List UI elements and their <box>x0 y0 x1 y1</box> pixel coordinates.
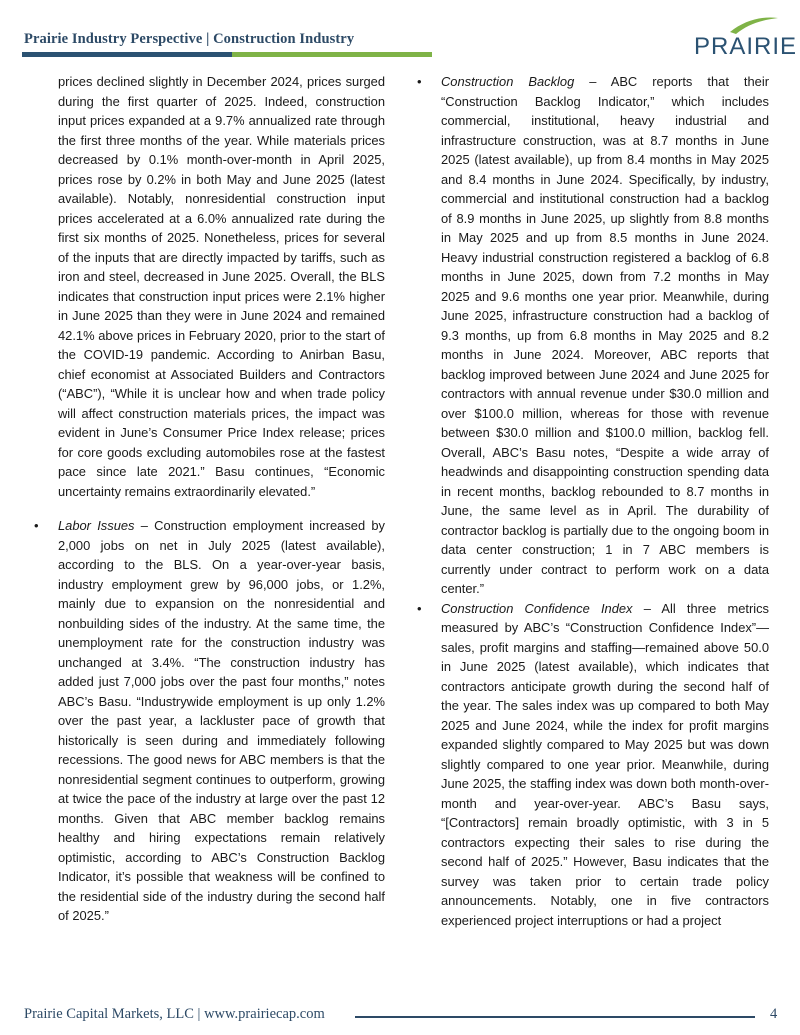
header-rule-green <box>232 52 432 57</box>
backlog-item <box>441 72 769 599</box>
logo-text: PRAIRIE <box>694 33 798 60</box>
backlog-body: – ABC reports that their “Construction Backlog Indicator,” which includes commercial, institutional, heavy industrial and infrastructure construction, was at 8.7 months in June 2025 (latest available), up from 8.4 months in May 2025 and 8.4 months in June 2024. Specifically, by industry, commercial and institutional construction had a backlog of 8.9 months in June 2025, up slightly from 8.8 months in May 2025 and up from 8.5 months in June 2024. Heavy industrial construction registered a backlog of 6.8 months in June 2025, down from 7.2 months in May 2025 and 9.6 months one year prior. Meanwhile, during June 2025, infrastructure construction had a backlog of 9.3 months, up from 6.8 months in May 2025 and 8.2 months in June 2024. Moreover, ABC reports that backlog improved between June 2024 and June 2025 for contractors with annual revenue under $30.0 million and over $100.0 million, whereas for those with revenue between $30.0 million and $100.0 million, backlog fell. Overall, ABC’s Basu notes, “Despite a wide array of headwinds and disappointing construction spending data in recent months, backlog rebounded to 8.7 months in June, the same level as in April. The durability of contractor backlog is partially due to the ongoing boom in data center construction; 1 in 7 ABC members is currently under contract to perform work on a data center.” <box>441 74 769 596</box>
header-title: Prairie Industry Perspective | Construction Industry <box>24 31 355 47</box>
labor-issues-item <box>58 516 385 926</box>
confidence-lead: Construction Confidence Index <box>441 600 633 616</box>
right-column <box>441 72 769 930</box>
labor-issues-lead: Labor Issues <box>58 518 135 533</box>
footer-text: Prairie Capital Markets, LLC | www.prairiecap.com <box>24 1006 325 1022</box>
backlog-lead: Construction Backlog <box>441 74 575 89</box>
confidence-body: – All three metrics measured by ABC’s “Construction Confidence Index”—sales, profit margins and staffing—remained above 50.0 in June 2025 (latest available), which indicates that contractors anticipate growth during the second half of the year. The sales index was up compared to both May 2025 and June 2024, while the index for profit margins expanded slightly compared to May 2025 but was down slightly compared to one year prior. Meanwhile, during June 2025, the staffing index was down both month-over-month and year-over-year. ABC’s Basu says, “[Contractors] remain broadly optimistic, with 3 in 5 contractors expecting their sales to rise during the second half of 2025.” However, Basu indicates that the survey was taken prior to certain trade policy announcements. Notably, one in five contractors experienced project interruptions or had a project <box>441 600 770 928</box>
footer-rule <box>355 1016 755 1018</box>
labor-issues-body: – Construction employment increased by 2,000 jobs on net in July 2025 (latest available), according to the BLS. On a year-over-year basis, industry employment grew by 96,000 jobs, or 1.2%, mainly due to expansion on the nonresidential and nonbuilding sides of the industry. At the same time, the unemployment rate for the construction industry was unchanged at 3.4%. “The construction industry has added just 7,000 jobs over the past four months,” notes ABC’s Basu. “Industrywide employment is up only 1.2% over the past year, a lackluster pace of growth that historically is seen during and immediately following recessions. The good news for ABC members is that the nonresidential segment continues to outperform, growing at twice the pace of the industry at large over the past 12 months. Given that ABC member backlog remains healthy and hiring expectations remain relatively optimistic, according to ABC’s Construction Backlog Indicator, it’s possible that weakness will be confined to the residential side of the industry during the second half of 2025.” <box>58 518 385 923</box>
confidence-item <box>441 599 769 931</box>
page-number: 4 <box>770 1006 778 1022</box>
intro-paragraph: prices declined slightly in December 2024, prices surged during the first quarter of 2025. Indeed, construction input prices expanded at a 9.7% annualized rate through the first three months of the year. While materials prices decreased by 0.1% month-over-month in April 2025, prices rose by 0.2% in both May and June 2025 (latest available). Notably, nonresidential construction input prices accelerated at a 6.0% annualized rate during the first six months of 2025. Nonetheless, prices for several of the inputs that are directly impacted by tariffs, such as iron and steel, decreased in June 2025. Overall, the BLS indicates that construction input prices were 2.1% higher in June 2025 than they were in June 2024 and remained 42.1% above prices in February 2020, prior to the start of the COVID-19 pandemic. According to Anirban Basu, chief economist at Associated Builders and Contractors (“ABC”), “While it is unclear how and when trade policy will affect construction materials prices, the impact was evident in June’s Consumer Price Index release; prices for core goods excluding automobiles rose at the fastest pace since late 2021.” Basu continues, “Economic uncertainty remains extraordinarily elevated.” <box>58 74 385 499</box>
left-column <box>58 72 385 926</box>
header-rule-blue <box>22 52 232 57</box>
